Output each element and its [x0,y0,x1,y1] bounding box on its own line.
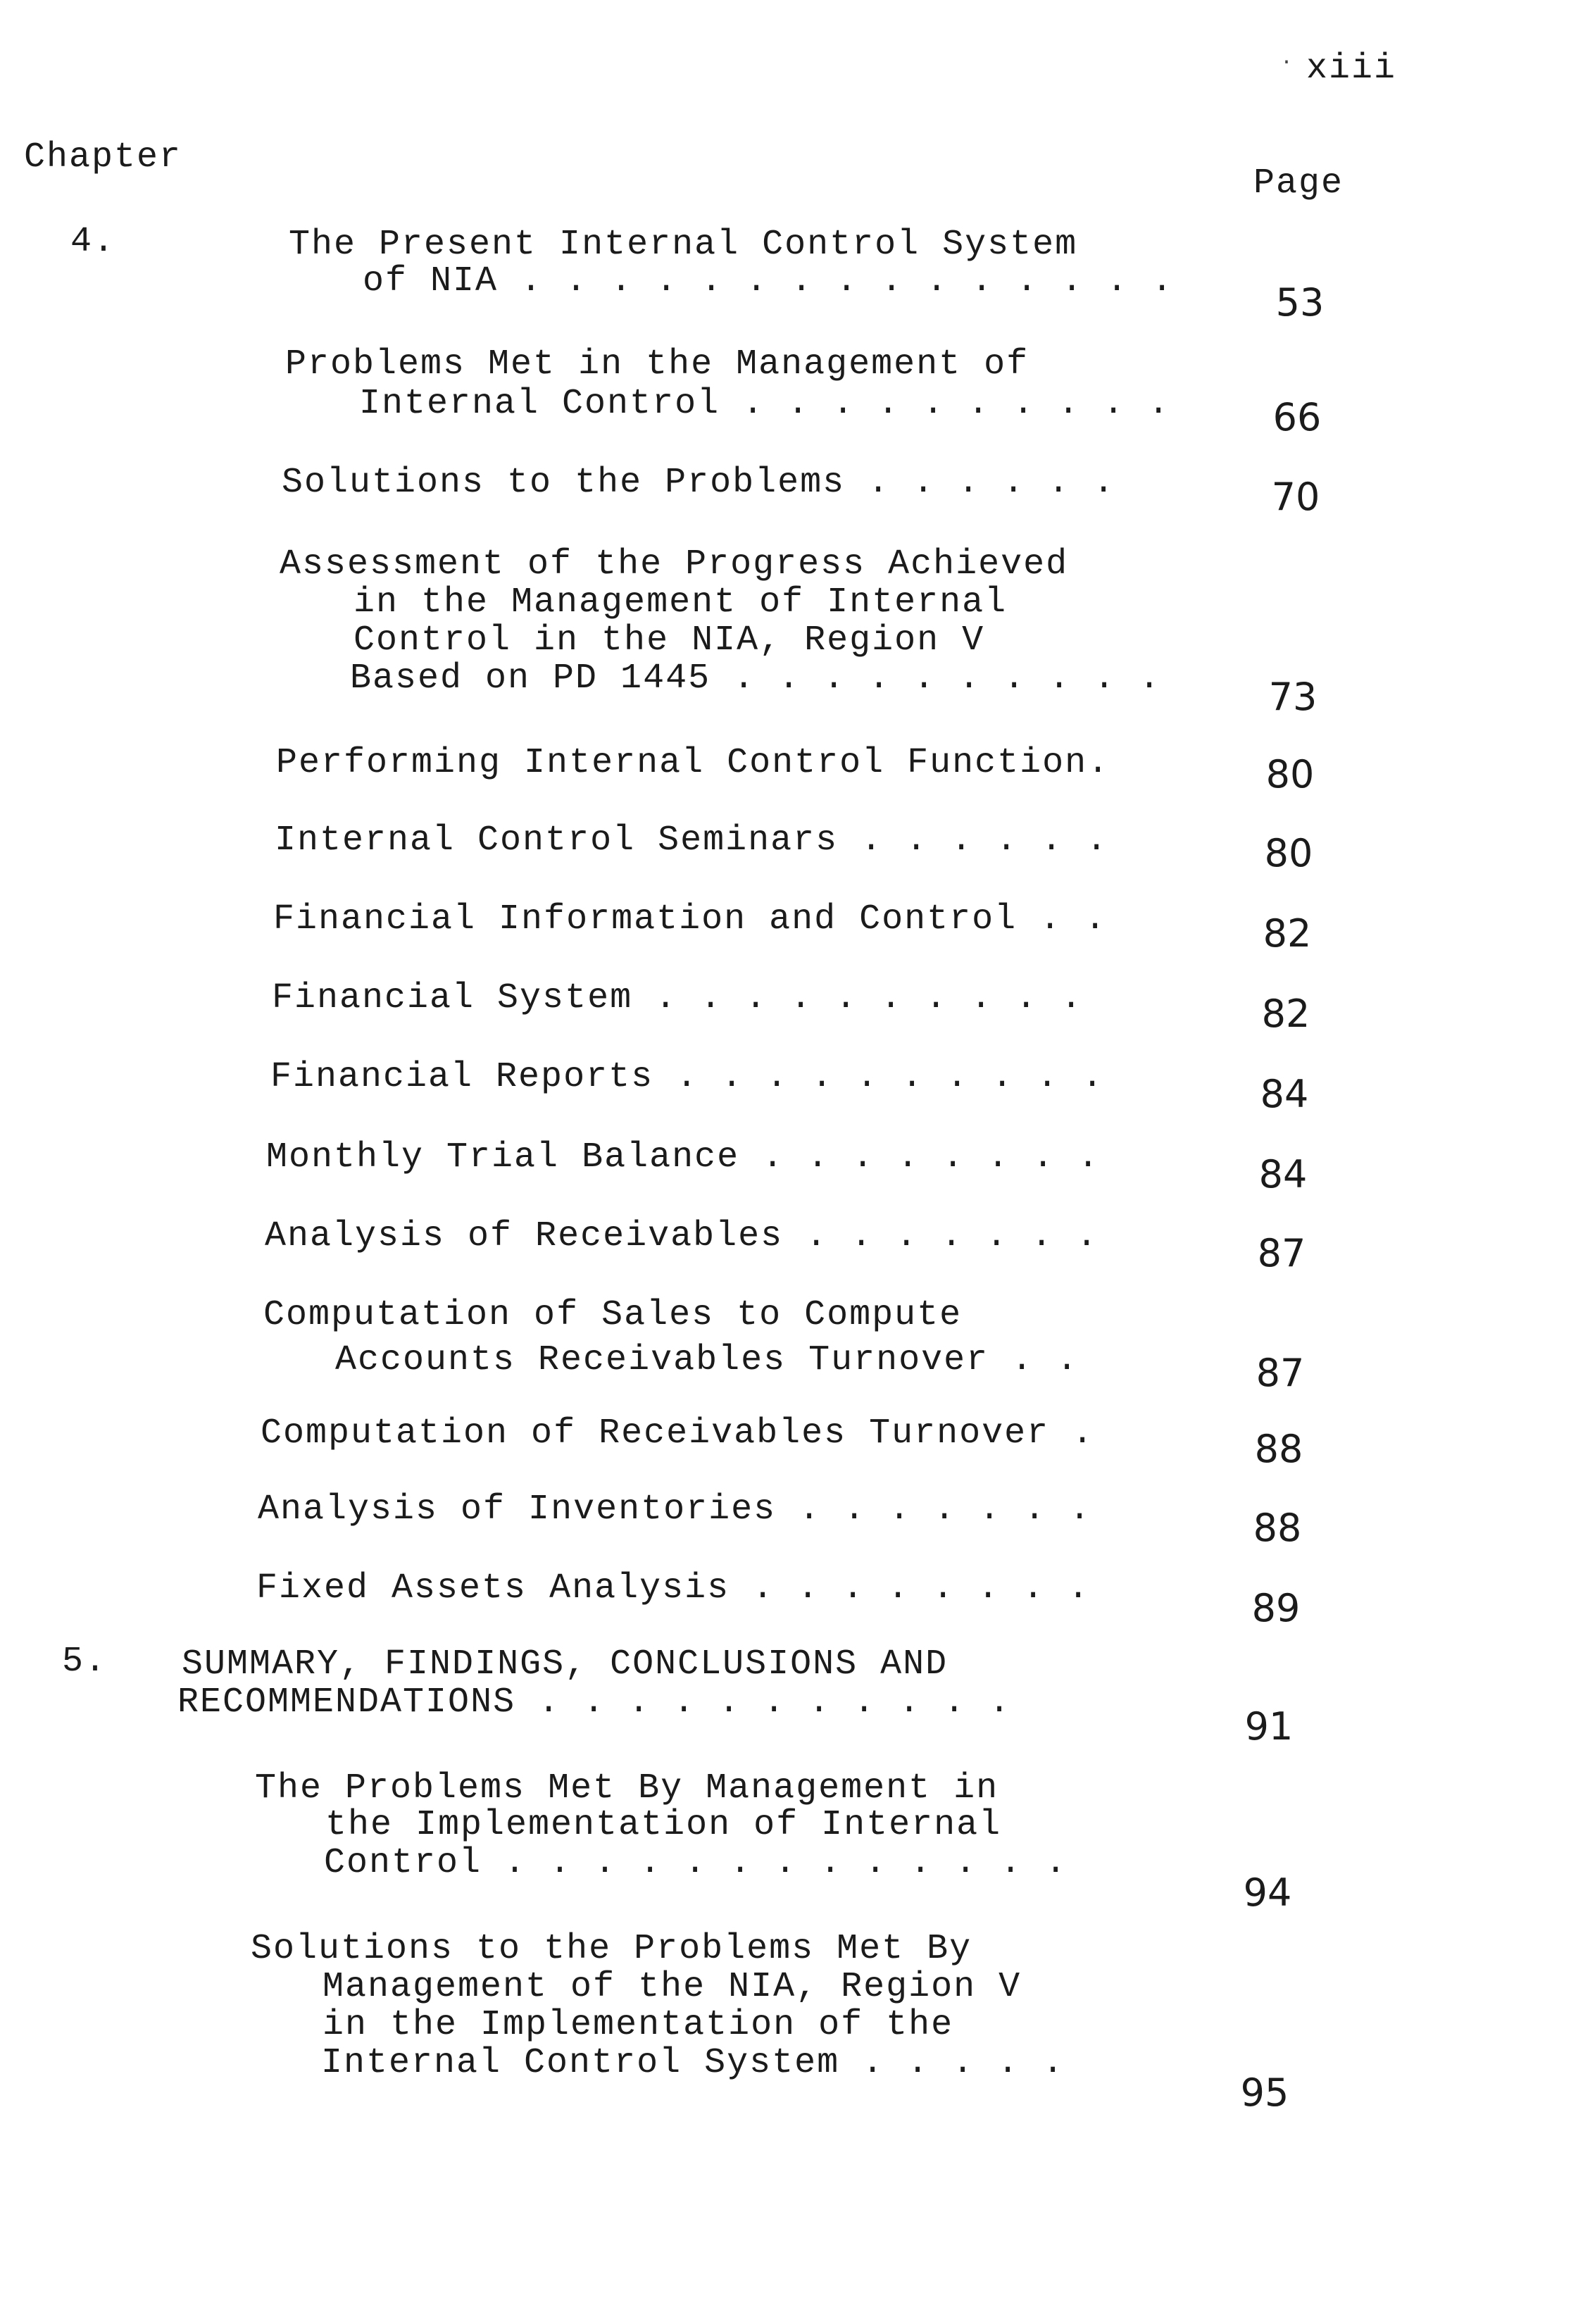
toc-page-number: 89 [1251,1586,1301,1630]
toc-page-number: 84 [1260,1072,1309,1116]
toc-entry-line: in the Implementation of the [323,2005,954,2045]
toc-entry-line: Solutions to the Problems Met By [251,1929,972,1969]
toc-page-number: 80 [1264,831,1313,875]
toc-page-number: 88 [1254,1427,1303,1471]
toc-entry-line: RECOMMENDATIONS . . . . . . . . . . . [177,1682,1012,1723]
chapter-number: 4. [70,222,116,262]
toc-page-number: 73 [1268,675,1317,719]
toc-page-number: 82 [1261,992,1310,1036]
toc-entry-line: Financial System . . . . . . . . . . [272,978,1084,1018]
toc-page-number: 80 [1265,752,1315,796]
toc-entry-line: Internal Control System . . . . . [321,2043,1065,2083]
toc-entry-line: Problems Met in the Management of [285,344,1029,385]
toc-entry-line: Analysis of Inventories . . . . . . . [258,1489,1092,1530]
toc-page-number: 82 [1263,911,1312,956]
toc-entry-line: the Implementation of Internal [325,1805,1002,1845]
toc-page-number: 94 [1243,1870,1292,1915]
toc-entry-line: Based on PD 1445 . . . . . . . . . . [350,658,1162,699]
toc-entry-line: Financial Information and Control . . [273,899,1108,939]
toc-page-number: 70 [1271,475,1320,519]
toc-entry-line: Accounts Receivables Turnover . . [335,1340,1079,1380]
stray-mark: · [1280,51,1294,75]
toc-entry-line: in the Management of Internal [353,582,1008,623]
chapter-number: 5. [62,1642,108,1682]
toc-entry-line: Financial Reports . . . . . . . . . . [270,1057,1105,1097]
toc-entry-line: SUMMARY, FINDINGS, CONCLUSIONS AND [182,1644,949,1685]
page-column-header: Page [1253,163,1344,204]
toc-page-number: 87 [1256,1351,1305,1395]
toc-entry-line: Monthly Trial Balance . . . . . . . . [266,1137,1101,1177]
toc-entry-line: Computation of Sales to Compute [263,1295,963,1335]
roman-page-number: xiii [1306,49,1397,89]
toc-page-number: 53 [1275,280,1325,325]
toc-entry-line: Control in the NIA, Region V [353,620,985,661]
toc-entry-line: Management of the NIA, Region V [323,1967,1022,2007]
toc-entry-line: Solutions to the Problems . . . . . . [282,463,1116,503]
toc-entry-line: Control . . . . . . . . . . . . . [324,1843,1068,1883]
toc-page-number: 95 [1240,2070,1289,2115]
toc-entry-line: Performing Internal Control Function. [276,743,1110,783]
toc-page-number: 91 [1244,1704,1294,1749]
toc-entry-line: The Problems Met By Management in [255,1768,999,1808]
toc-entry-line: Fixed Assets Analysis . . . . . . . . [256,1568,1091,1608]
toc-page-number: 66 [1272,395,1322,439]
toc-entry-line: Computation of Receivables Turnover . [261,1413,1095,1454]
toc-entry-line: Assessment of the Progress Achieved [280,544,1069,585]
toc-page-number: 84 [1258,1152,1308,1197]
toc-entry-line: of NIA . . . . . . . . . . . . . . . [363,261,1175,301]
toc-page-number: 88 [1253,1506,1302,1550]
toc-entry-line: The Present Internal Control System [289,225,1078,265]
toc-entry-line: Analysis of Receivables . . . . . . . [265,1216,1099,1256]
chapter-column-header: Chapter [24,137,182,177]
toc-page-number: 87 [1257,1231,1306,1275]
toc-entry-line: Internal Control . . . . . . . . . . [359,384,1171,424]
toc-entry-line: Internal Control Seminars . . . . . . [275,820,1109,861]
